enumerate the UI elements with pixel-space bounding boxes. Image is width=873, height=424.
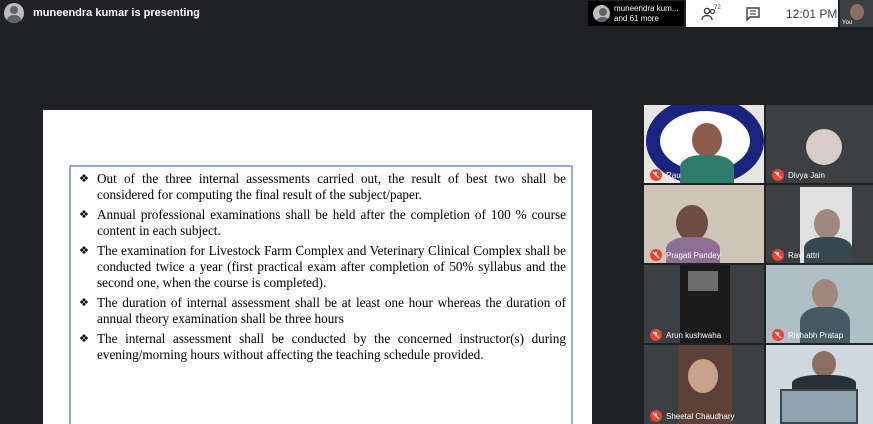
participant-tile[interactable] <box>644 185 764 263</box>
chat-button[interactable] <box>738 0 768 27</box>
slide-bullet <box>79 207 566 239</box>
self-label: You <box>842 20 853 26</box>
slide-content-box <box>69 165 573 424</box>
participant-name: Rishabh Pratap <box>788 331 844 340</box>
participant-name: Pragati Pandey <box>666 251 721 260</box>
slide-bullet <box>79 171 566 203</box>
bullet-text: The examination for Livestock Farm Complex and Veterinary Clinical Complex shall be conducted twice a year (first practical exam after completion of 50% syllabus and the second one, when the course is completed). <box>97 243 566 290</box>
mic-off-icon <box>772 329 784 341</box>
participant-video <box>676 205 708 241</box>
slide-bullet <box>79 243 566 291</box>
participant-tile[interactable] <box>644 105 764 183</box>
participant-video <box>812 351 836 377</box>
participant-tile[interactable] <box>766 345 873 424</box>
participant-tile[interactable] <box>644 265 764 343</box>
self-view-tile[interactable] <box>840 0 873 27</box>
bullet-text: Annual professional examinations shall be held after the completion of 100 % course content in each subject. <box>97 207 566 238</box>
mic-off-icon <box>772 249 784 261</box>
participant-avatar-icon <box>593 5 610 22</box>
participant-grid <box>644 105 873 424</box>
bullet-diamond-icon: ❖ <box>79 296 89 309</box>
participant-avatar <box>806 129 842 165</box>
presenter-avatar-icon <box>4 3 24 23</box>
mic-off-icon <box>650 410 662 422</box>
participant-video <box>814 209 840 239</box>
bullet-text: The internal assessment shall be conducted by the concerned instructor(s) during evening/morning hours without affecting the teaching schedule provided. <box>97 331 566 362</box>
bullet-diamond-icon: ❖ <box>79 208 89 221</box>
slide-bullet <box>79 295 566 327</box>
participants-line-1: muneendra kum... <box>614 3 679 13</box>
participant-name: Sheetal Chaudhary <box>666 412 735 421</box>
bullet-text: The duration of internal assessment shall be at least one hour whereas the duration of annual theory examination shall be three hours <box>97 295 566 326</box>
participants-line-2: and 61 more <box>614 13 659 23</box>
meeting-controls <box>686 0 838 27</box>
participant-tile[interactable] <box>644 345 764 424</box>
mic-off-icon <box>772 169 784 181</box>
participant-tile[interactable] <box>766 105 873 183</box>
participant-tile[interactable] <box>766 265 873 343</box>
bullet-diamond-icon: ❖ <box>79 332 89 345</box>
participants-count-badge: 72 <box>714 5 721 11</box>
people-button[interactable] <box>694 0 724 27</box>
participant-name: Divya Jain <box>788 171 825 180</box>
presenter-label: muneendra kumar is presenting <box>33 7 200 19</box>
participant-video <box>688 359 718 393</box>
top-bar <box>0 0 873 28</box>
bullet-diamond-icon: ❖ <box>79 172 89 185</box>
self-video <box>850 4 864 20</box>
chat-icon <box>745 6 761 22</box>
participant-tile[interactable] <box>766 185 873 263</box>
bullet-diamond-icon: ❖ <box>79 244 89 257</box>
mic-off-icon <box>650 329 662 341</box>
participant-name: Arun kushwaha <box>666 331 722 340</box>
participants-summary <box>614 4 678 24</box>
presenter-indicator <box>4 3 200 23</box>
presentation-slide <box>43 110 592 424</box>
participant-name: Ravi attri <box>788 251 820 260</box>
bullet-text: Out of the three internal assessments carried out, the result of best two shall be considered for computing the final result of the subject/paper. <box>97 171 566 202</box>
participant-video <box>812 279 838 309</box>
slide-bullet <box>79 331 566 363</box>
mic-off-icon <box>650 249 662 261</box>
participants-chip[interactable] <box>588 1 684 26</box>
participant-name: Rau <box>666 171 681 180</box>
clock: 12:01 PM <box>786 6 838 21</box>
participant-video <box>692 123 722 157</box>
mic-off-icon <box>650 169 662 181</box>
